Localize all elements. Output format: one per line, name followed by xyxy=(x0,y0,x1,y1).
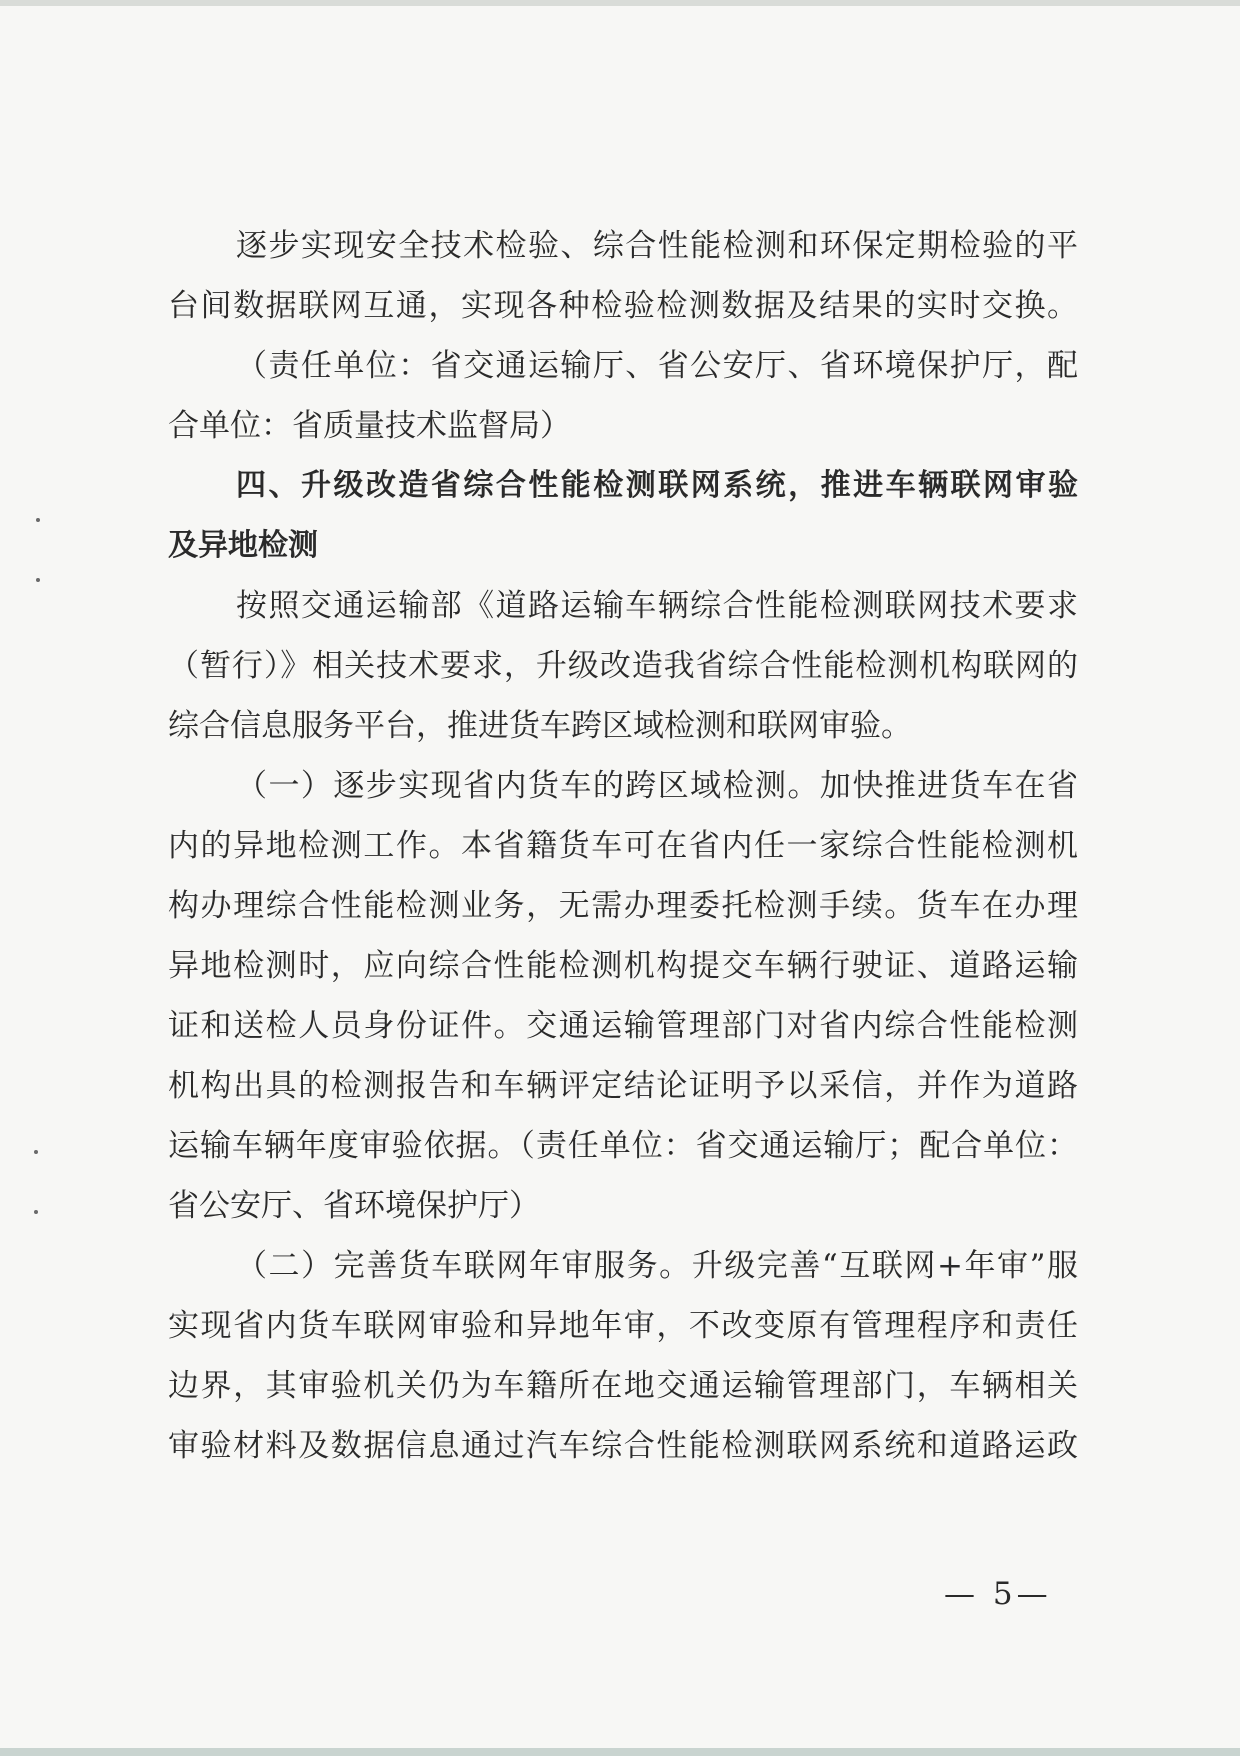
paragraph-line: （责任单位：省交通运输厅、省公安厅、省环境保护厅，配 xyxy=(236,348,1078,384)
scan-speck xyxy=(36,578,40,582)
paragraph-line: （一）逐步实现省内货车的跨区域检测。加快推进货车在省 xyxy=(236,768,1078,804)
paragraph-line: 按照交通运输部《道路运输车辆综合性能检测联网技术要求 xyxy=(236,588,1078,624)
paragraph-line: 机构出具的检测报告和车辆评定结论证明予以采信，并作为道路 xyxy=(168,1068,1078,1104)
section-heading: 四、升级改造省综合性能检测联网系统，推进车辆联网审验 xyxy=(236,468,1078,503)
paragraph-line: 逐步实现安全技术检验、综合性能检测和环保定期检验的平 xyxy=(236,228,1078,264)
paragraph-line: 证和送检人员身份证件。交通运输管理部门对省内综合性能检测 xyxy=(168,1008,1078,1044)
paragraph-line: 实现省内货车联网审验和异地年审，不改变原有管理程序和责任 xyxy=(168,1308,1078,1344)
scan-speck xyxy=(34,1150,38,1154)
scan-speck xyxy=(34,1210,38,1214)
paragraph-line: 边界，其审验机关仍为车籍所在地交通运输管理部门，车辆相关 xyxy=(168,1368,1078,1404)
scan-speck xyxy=(36,518,40,522)
scan-edge-bottom xyxy=(0,1748,1240,1756)
paragraph-line: （暂行）》相关技术要求，升级改造我省综合性能检测机构联网的 xyxy=(168,648,1078,684)
paragraph-line: 台间数据联网互通，实现各种检验检测数据及结果的实时交换。 xyxy=(168,288,1078,324)
page-number: — 5— xyxy=(944,1576,1052,1612)
paragraph-line: 内的异地检测工作。本省籍货车可在省内任一家综合性能检测机 xyxy=(168,828,1078,864)
paragraph-line: 构办理综合性能检测业务，无需办理委托检测手续。货车在办理 xyxy=(168,888,1078,924)
paragraph-line: 异地检测时，应向综合性能检测机构提交车辆行驶证、道路运输 xyxy=(168,948,1078,984)
paragraph-line: （二）完善货车联网年审服务。升级完善“互联网+年审”服 xyxy=(236,1248,1078,1284)
paragraph-line: 合单位：省质量技术监督局） xyxy=(168,408,571,444)
paragraph-line: 审验材料及数据信息通过汽车综合性能检测联网系统和道路运政 xyxy=(168,1428,1078,1464)
paragraph-line: 省公安厅、省环境保护厅） xyxy=(168,1188,540,1224)
paragraph-line: 综合信息服务平台，推进货车跨区域检测和联网审验。 xyxy=(168,708,912,744)
paragraph-line: 运输车辆年度审验依据。（责任单位：省交通运输厅；配合单位： xyxy=(168,1128,1078,1164)
section-heading-cont: 及异地检测 xyxy=(168,528,318,563)
scan-edge-top xyxy=(0,0,1240,6)
